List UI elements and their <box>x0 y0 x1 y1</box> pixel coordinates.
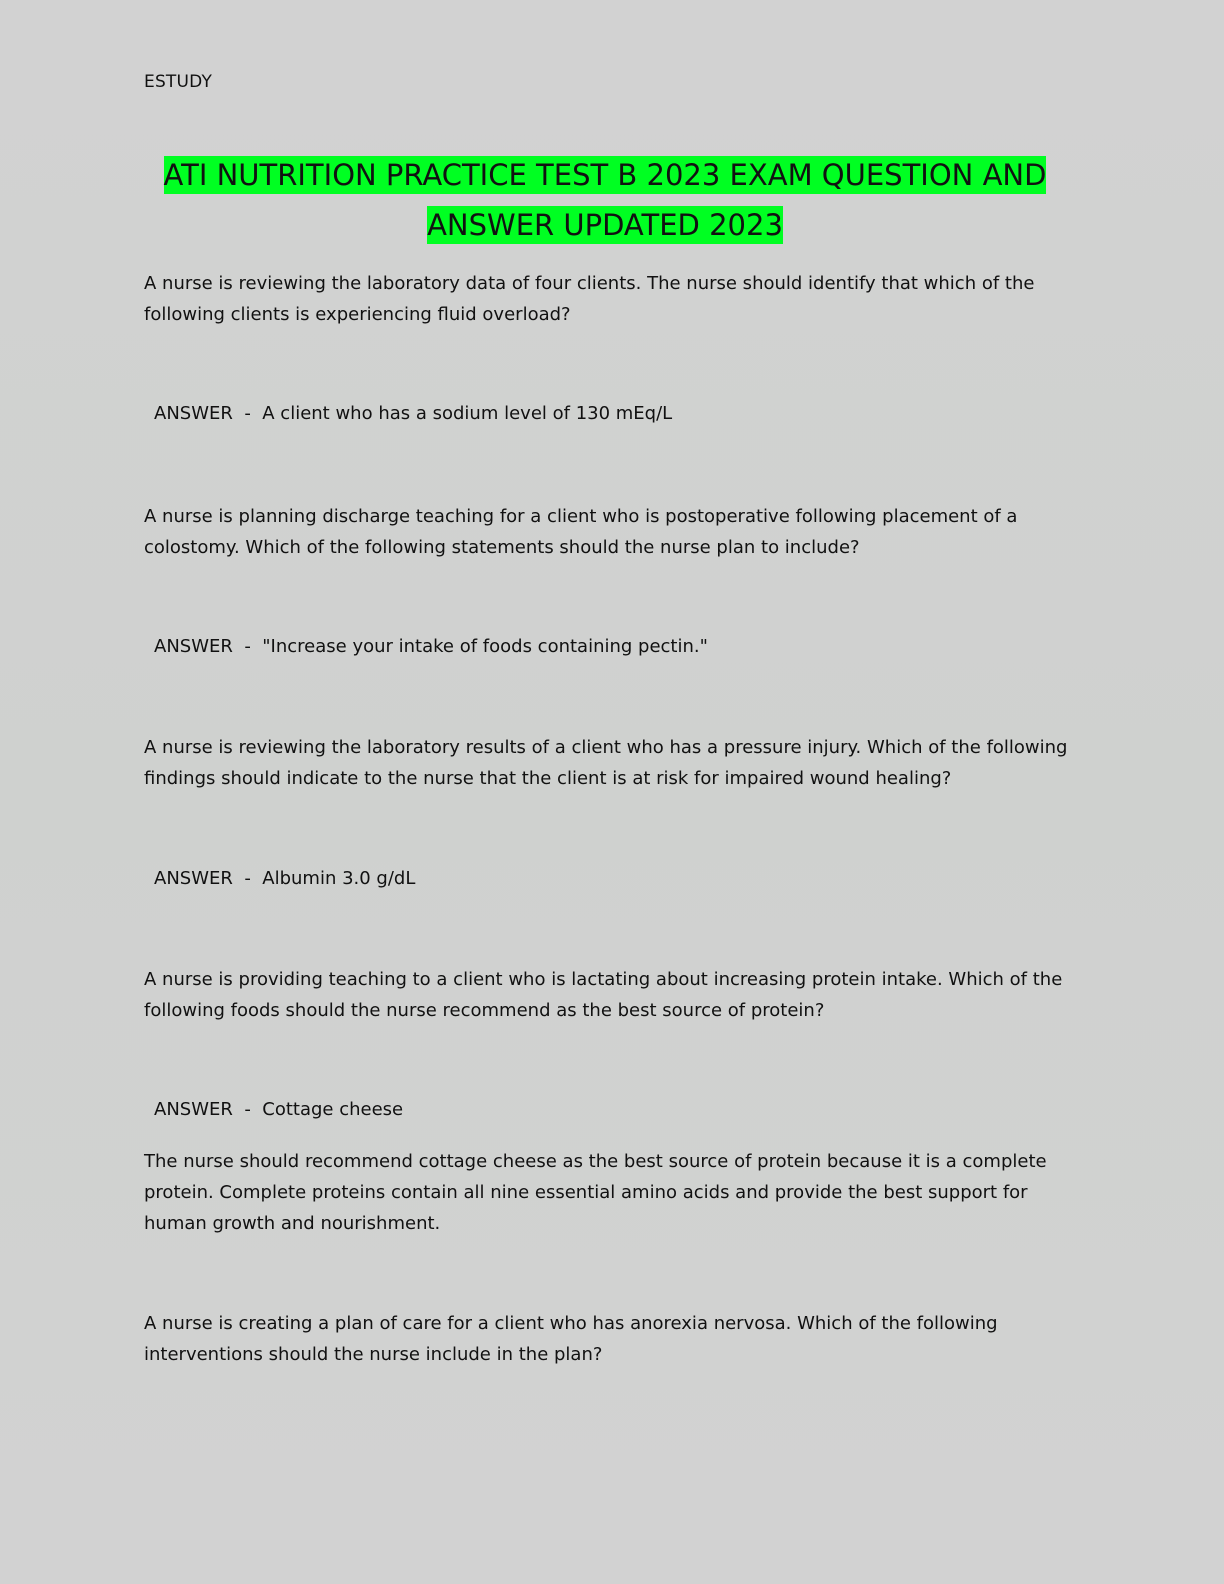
answer-3: ANSWER - Albumin 3.0 g/dL <box>154 868 416 889</box>
question-3: A nurse is reviewing the laboratory results of a client who has a pressure injury. Which of the following findings should indicate to the nurse that the client is at risk for impaired wound healing? <box>144 737 1068 789</box>
document-header: ESTUDY <box>144 72 213 92</box>
explanation-4: The nurse should recommend cottage cheese as the best source of protein because it is a complete protein. Complete proteins contain all nine essential amino acids and provide the best support for human growth and nourishment. <box>144 1151 1047 1234</box>
title-line-1: ATI NUTRITION PRACTICE TEST B 2023 EXAM QUESTION AND <box>163 158 1047 192</box>
answer-1: ANSWER - A client who has a sodium level of 130 mEq/L <box>154 403 673 424</box>
answer-2: ANSWER - "Increase your intake of foods containing pectin." <box>154 636 708 657</box>
question-4: A nurse is providing teaching to a client who is lactating about increasing protein intake. Which of the following foods should the nurse recommend as the best source of protein? <box>144 969 1063 1021</box>
document-title <box>144 150 1066 250</box>
question-2: A nurse is planning discharge teaching for a client who is postoperative following placement of a colostomy. Which of the following statements should the nurse plan to include? <box>144 506 1018 558</box>
answer-4: ANSWER - Cottage cheese <box>154 1099 404 1120</box>
title-line-2: ANSWER UPDATED 2023 <box>427 208 783 242</box>
question-1: A nurse is reviewing the laboratory data of four clients. The nurse should identify that which of the following clients is experiencing fluid overload? <box>144 273 1035 325</box>
question-5: A nurse is creating a plan of care for a client who has anorexia nervosa. Which of the following interventions should the nurse include in the plan? <box>144 1313 998 1365</box>
